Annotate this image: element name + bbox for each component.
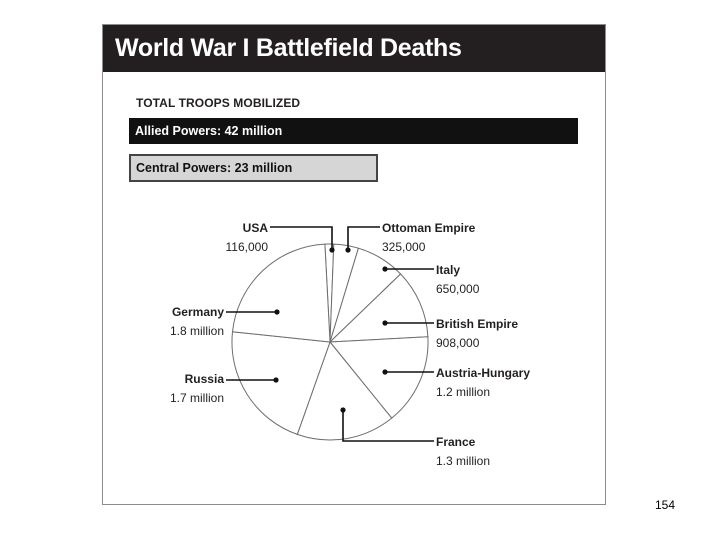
page-number: 154 <box>655 498 676 512</box>
leader-dot-italy <box>382 266 387 271</box>
slice-label-germany: Germany <box>171 305 224 319</box>
slice-value-france: 1.3 million <box>436 454 491 468</box>
slice-label-russia: Russia <box>184 372 224 386</box>
leader-dot-ottoman-empire <box>345 247 350 252</box>
leader-dot-british-empire <box>382 320 387 325</box>
slice-value-russia: 1.7 million <box>169 391 224 405</box>
central-powers-bar: Central Powers: 23 million <box>129 154 378 182</box>
allied-powers-bar: Allied Powers: 42 million <box>129 118 578 144</box>
slice-value-british-empire: 908,000 <box>436 336 480 350</box>
leader-dot-france <box>340 407 345 412</box>
slice-value-ottoman-empire: 325,000 <box>382 240 426 254</box>
leader-dot-russia <box>273 377 278 382</box>
pie-slice-germany <box>233 244 331 342</box>
slice-label-ottoman-empire: Ottoman Empire <box>382 221 476 235</box>
mobilized-heading: TOTAL TROOPS MOBILIZED <box>136 96 301 110</box>
chart-title: World War I Battlefield Deaths <box>115 34 462 62</box>
slice-label-austria-hungary: Austria-Hungary <box>436 366 531 380</box>
leader-dot-germany <box>274 309 279 314</box>
leader-dot-usa <box>329 247 334 252</box>
slice-value-usa: 116,000 <box>225 240 268 254</box>
leader-dot-austria-hungary <box>382 369 387 374</box>
slice-label-usa: USA <box>242 221 268 235</box>
slice-value-italy: 650,000 <box>436 282 480 296</box>
slice-value-germany: 1.8 million <box>169 324 224 338</box>
slice-value-austria-hungary: 1.2 million <box>436 385 491 399</box>
slice-label-france: France <box>436 435 476 449</box>
slice-label-british-empire: British Empire <box>436 317 519 331</box>
pie-slices <box>232 244 428 440</box>
slice-label-italy: Italy <box>436 263 461 277</box>
